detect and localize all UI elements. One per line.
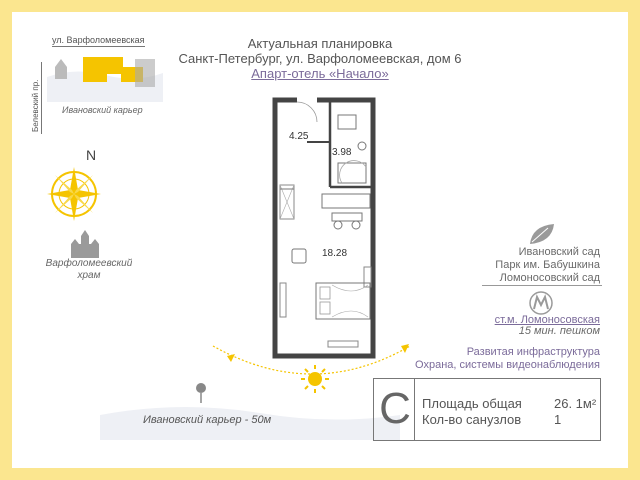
room-hall-area: 4.25 <box>289 131 309 142</box>
building-neighbor <box>135 59 155 87</box>
park-1: Ивановский сад <box>518 246 600 258</box>
metro-walk-time: 15 мин. пешком <box>518 325 600 337</box>
entry-door-swing <box>297 102 317 122</box>
floor-plan <box>272 97 376 359</box>
leaf-icon <box>528 222 556 246</box>
church-label <box>30 258 148 282</box>
park-2: Парк им. Бабушкина <box>495 259 600 271</box>
church-mini-icon <box>55 59 67 79</box>
sun-arrow-left-icon <box>227 354 235 362</box>
header-address: Санкт-Петербург, ул. Варфоломеевская, дом 6 <box>178 51 462 66</box>
metro-station: ст.м. Ломоносовская <box>494 314 600 326</box>
park-3: Ломоносовский сад <box>499 272 600 284</box>
area-label: Площадь общая <box>422 396 522 411</box>
map-street-left: Белевский пр. <box>31 79 40 132</box>
toilet-icon <box>358 142 366 150</box>
bathrooms-value: 1 <box>554 412 562 427</box>
room-main-area: 18.28 <box>322 248 348 259</box>
feature-infrastructure: Развитая инфраструктура <box>466 346 600 358</box>
map-quarry-label: Ивановский карьер <box>62 105 143 115</box>
metro-icon <box>528 290 554 316</box>
feature-security: Охрана, системы видеонаблюдения <box>415 359 600 371</box>
location-pin-icon <box>194 382 208 404</box>
kitchen-counter <box>322 194 370 208</box>
parks-divider <box>482 285 602 286</box>
compass-icon <box>45 165 103 223</box>
apartment-class-letter: С <box>379 384 411 433</box>
compass-north-label: N <box>86 147 97 163</box>
bathrooms-label: Кол-во санузлов <box>422 412 522 427</box>
church-label-line2: храм <box>77 270 101 281</box>
area-value: 26. 1м² <box>554 396 597 411</box>
sink-icon <box>338 115 356 129</box>
map-street-top: ул. Варфоломеевская <box>52 35 145 45</box>
room-bath-area: 3.98 <box>332 147 352 158</box>
sun-arrow-right-icon <box>401 344 409 353</box>
armchair <box>292 249 306 263</box>
location-map <box>45 47 165 102</box>
sun-icon <box>300 364 330 394</box>
dining-table <box>332 213 362 221</box>
church-label-line1: Варфоломеевский <box>45 258 133 269</box>
church-icon <box>68 230 102 258</box>
map-street-left-line <box>41 62 42 134</box>
info-box-divider <box>414 379 415 440</box>
header-title: Актуальная планировка <box>247 36 393 51</box>
header-hotel-name: Апарт-отель «Начало» <box>251 66 389 81</box>
quarry-distance: Ивановский карьер - 50м <box>143 414 272 426</box>
info-box <box>373 378 601 441</box>
